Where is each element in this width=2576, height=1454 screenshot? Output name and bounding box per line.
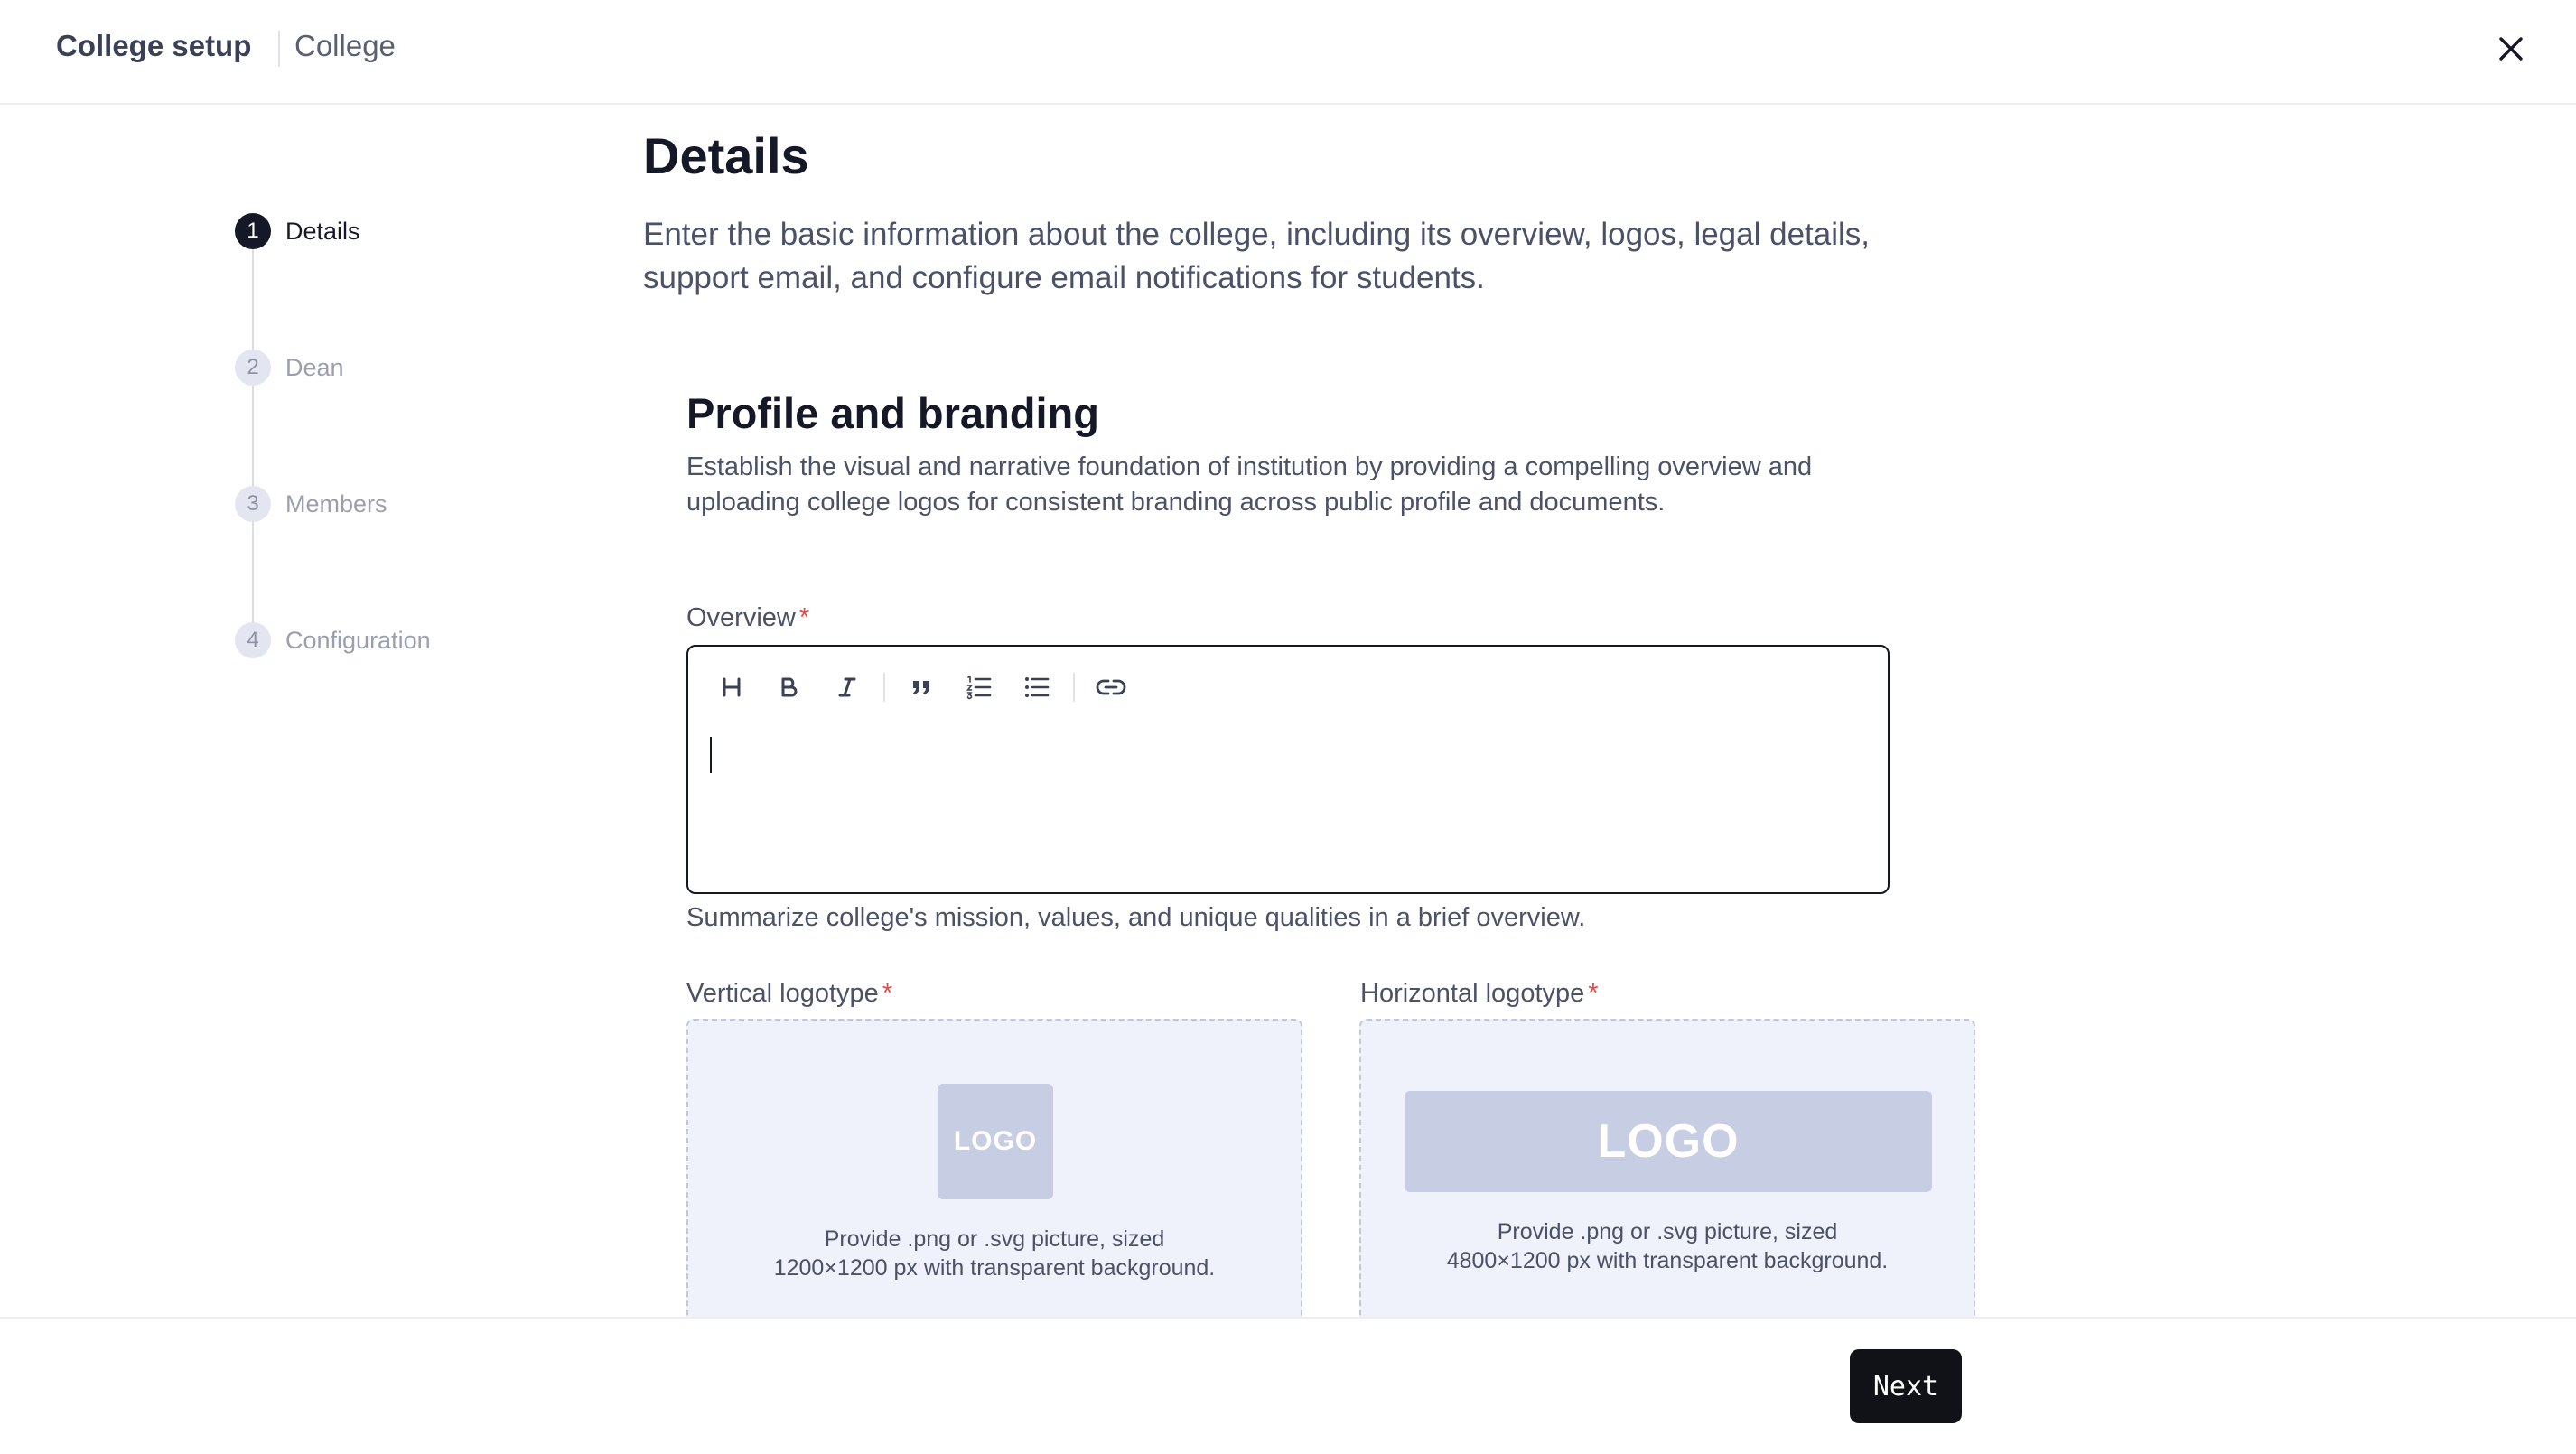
horizontal-logo-label-text: Horizontal logotype (1360, 979, 1585, 1008)
vertical-logo-placeholder: LOGO (938, 1084, 1053, 1199)
vertical-logo-label (686, 979, 892, 1009)
bold-button[interactable] (761, 666, 818, 708)
ordered-list-button[interactable] (950, 666, 1008, 708)
required-mark: * (1588, 979, 1599, 1008)
step-details[interactable] (235, 213, 360, 249)
overview-editor[interactable] (686, 645, 1890, 894)
required-mark: * (882, 979, 893, 1008)
text-caret (710, 737, 712, 773)
horizontal-logo-placeholder: LOGO (1405, 1091, 1932, 1192)
step-members[interactable] (235, 486, 387, 522)
overview-hint: Summarize college's mission, values, and unique qualities in a brief overview. (686, 903, 1586, 932)
page-title: Details (643, 127, 809, 184)
bullet-list-button[interactable] (1008, 666, 1066, 708)
step-label: Dean (285, 353, 344, 381)
overview-label-text: Overview (686, 603, 796, 632)
bullet-list-icon (1023, 675, 1050, 700)
section-title: Profile and branding (686, 389, 1099, 437)
editor-toolbar (703, 666, 1140, 708)
quote-button[interactable] (892, 666, 950, 708)
details-header (643, 126, 1962, 295)
required-mark: * (798, 603, 810, 632)
vertical-logo-help-1: Provide .png or .svg picture, sized (824, 1226, 1165, 1252)
step-number: 3 (235, 486, 271, 522)
heading-icon (720, 676, 743, 699)
quote-icon (910, 676, 933, 699)
vertical-logo-dropzone[interactable] (686, 1019, 1302, 1326)
step-dean[interactable] (235, 350, 344, 386)
heading-button[interactable] (703, 666, 761, 708)
close-button[interactable] (2489, 27, 2533, 70)
step-label: Members (285, 489, 387, 517)
page-crumb: College (294, 29, 396, 62)
horizontal-logo-help-1: Provide .png or .svg picture, sized (1497, 1219, 1838, 1244)
link-icon (1096, 677, 1126, 697)
close-icon (2497, 35, 2525, 62)
italic-button[interactable] (818, 666, 876, 708)
toolbar-divider (1073, 673, 1075, 702)
footer-bar (0, 1317, 2576, 1454)
toolbar-divider (883, 673, 885, 702)
link-button[interactable] (1082, 666, 1140, 708)
setup-stepper (235, 213, 560, 665)
step-label: Configuration (285, 626, 431, 654)
step-number: 2 (235, 350, 271, 386)
section-description: Establish the visual and narrative foundation of institution by providing a compelling overview and uploading college logos for consistent branding across public profile and documents. (686, 452, 1813, 517)
horizontal-logo-dropzone[interactable] (1359, 1019, 1975, 1326)
horizontal-logo-label (1360, 979, 1599, 1009)
top-bar (0, 0, 2576, 105)
step-label: Details (285, 217, 360, 245)
vertical-logo-label-text: Vertical logotype (686, 979, 879, 1008)
overview-label (686, 603, 809, 633)
bold-icon (778, 676, 801, 699)
next-button[interactable]: Next (1850, 1349, 1962, 1423)
stepper-line (252, 240, 254, 629)
profile-branding-section (686, 388, 1987, 517)
ordered-list-icon (966, 675, 993, 700)
step-number: 4 (235, 622, 271, 658)
step-configuration[interactable] (235, 622, 431, 658)
step-number: 1 (235, 213, 271, 249)
horizontal-logo-help-2: 4800×1200 px with transparent background. (1446, 1248, 1889, 1273)
page-description: Enter the basic information about the college, including its overview, logos, legal details, support email, and configure email notifications for students. (643, 217, 1871, 295)
title-divider (278, 31, 280, 67)
vertical-logo-help-2: 1200×1200 px with transparent background. (773, 1255, 1216, 1281)
app-title: College setup (56, 29, 252, 62)
italic-icon (835, 676, 859, 699)
